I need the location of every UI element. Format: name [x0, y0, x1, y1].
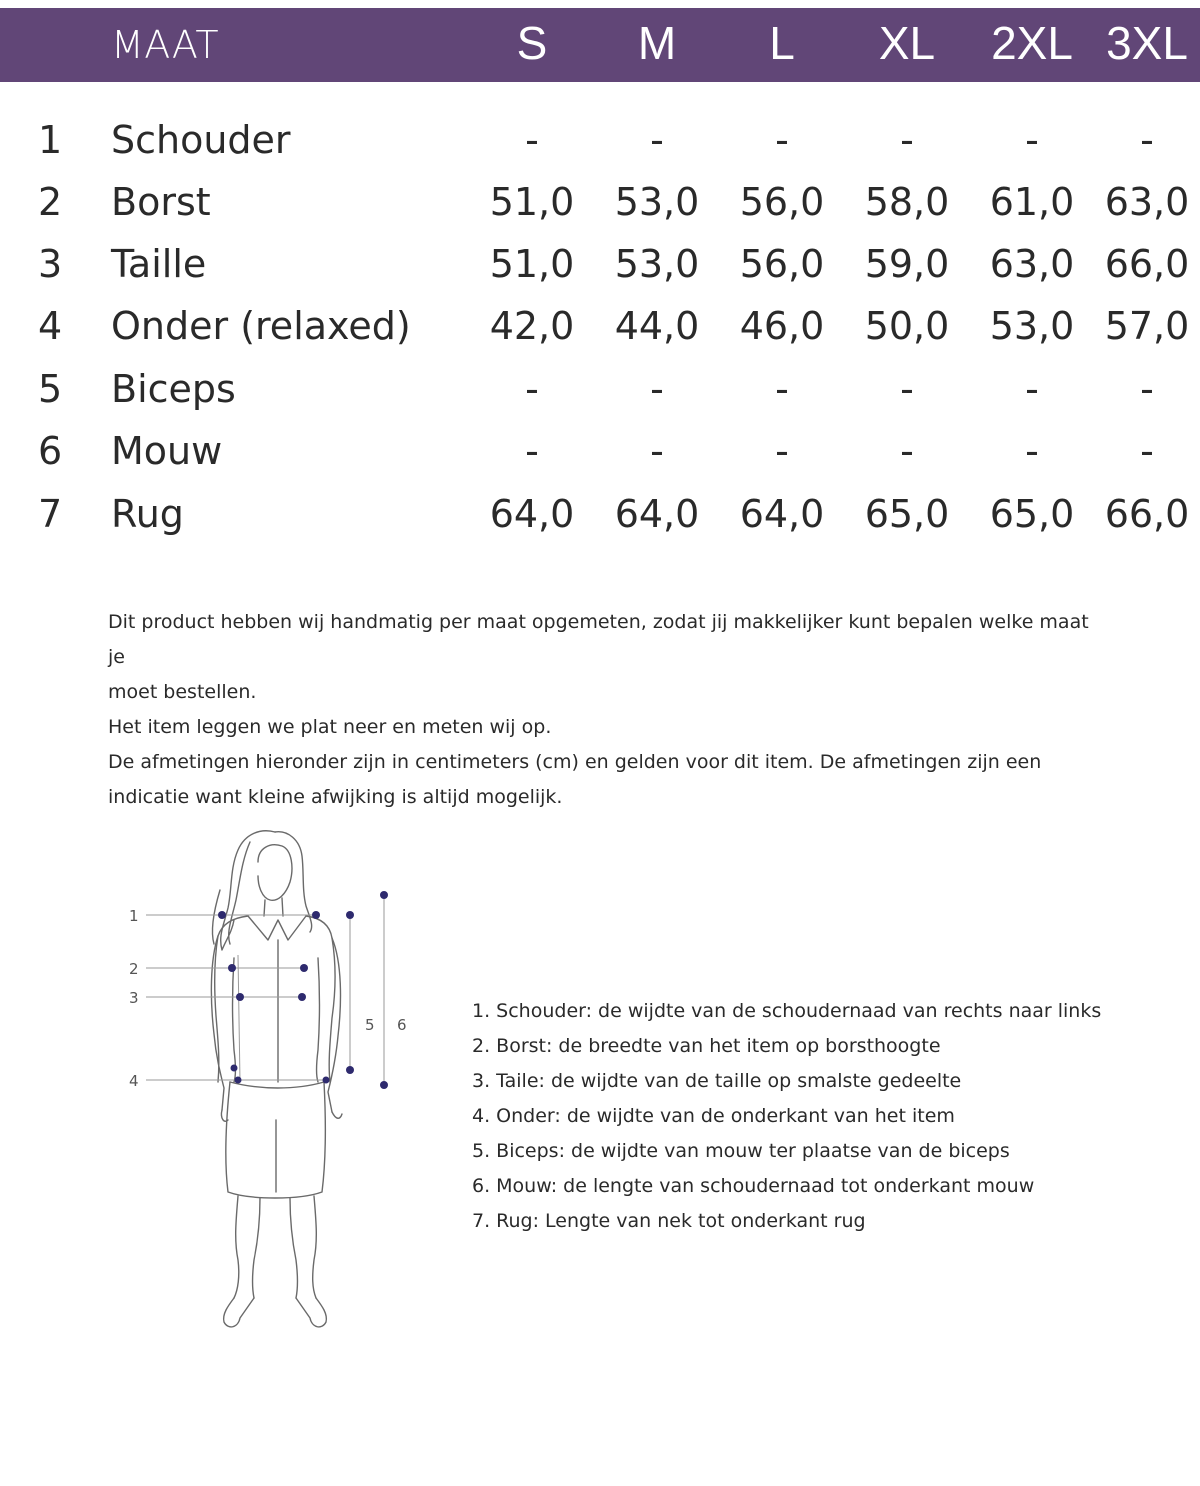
cell-3xl: - [1140, 429, 1154, 473]
cell-xl: 65,0 [864, 492, 950, 536]
table-row-onder [0, 296, 1200, 356]
cell-3xl: 57,0 [1104, 304, 1190, 348]
cell-xl: - [900, 429, 914, 473]
cell-2xl: - [1025, 429, 1039, 473]
legend-item-rug: 7. Rug: Lengte van nek tot onderkant rug [472, 1210, 866, 1232]
cell-m: - [650, 367, 664, 411]
table-row-schouder [0, 110, 1200, 170]
size-header-bar [0, 8, 1200, 82]
cell-s: - [525, 367, 539, 411]
cell-2xl: 61,0 [989, 180, 1075, 224]
cell-l: 56,0 [739, 242, 825, 286]
cell-m: 64,0 [614, 492, 700, 536]
row-label: Mouw [111, 429, 223, 473]
size-head-s: S [516, 17, 548, 69]
row-number: 6 [38, 429, 63, 473]
table-row-rug [0, 484, 1200, 544]
cell-m: 53,0 [614, 180, 700, 224]
cell-2xl: 63,0 [989, 242, 1075, 286]
cell-m: 44,0 [614, 304, 700, 348]
legend-item-taille: 3. Taile: de wijdte van de taille op smalste gedeelte [472, 1070, 962, 1092]
table-row-mouw [0, 421, 1200, 481]
marker-2: 2 [129, 960, 139, 978]
row-label: Taille [111, 242, 207, 286]
cell-m: - [650, 118, 664, 162]
figure-sketch-illustration [110, 820, 430, 1340]
cell-2xl: - [1025, 367, 1039, 411]
cell-l: - [775, 367, 789, 411]
legend-item-mouw: 6. Mouw: de lengte van schoudernaad tot onderkant mouw [472, 1175, 1035, 1197]
row-number: 7 [38, 492, 63, 536]
marker-3: 3 [129, 989, 139, 1007]
intro-line: Het item leggen we plat neer en meten wij op. [108, 716, 552, 738]
table-row-biceps [0, 359, 1200, 419]
marker-5: 5 [365, 1016, 375, 1034]
row-label: Onder (relaxed) [111, 304, 411, 348]
row-label: Schouder [111, 118, 291, 162]
cell-2xl: 53,0 [989, 304, 1075, 348]
cell-l: 46,0 [739, 304, 825, 348]
size-head-3xl: 3XL [1106, 17, 1188, 69]
cell-s: - [525, 118, 539, 162]
cell-3xl: 66,0 [1104, 242, 1190, 286]
cell-s: 64,0 [489, 492, 575, 536]
cell-3xl: - [1140, 367, 1154, 411]
cell-xl: 50,0 [864, 304, 950, 348]
cell-3xl: 63,0 [1104, 180, 1190, 224]
cell-3xl: - [1140, 118, 1154, 162]
cell-s: - [525, 429, 539, 473]
legend-item-biceps: 5. Biceps: de wijdte van mouw ter plaatse van de biceps [472, 1140, 1010, 1162]
cell-s: 42,0 [489, 304, 575, 348]
row-number: 1 [38, 118, 63, 162]
measurement-figure [110, 820, 430, 1340]
cell-l: 64,0 [739, 492, 825, 536]
measurement-legend [472, 994, 1172, 1239]
table-row-taille [0, 234, 1200, 294]
row-label: Borst [111, 180, 211, 224]
row-number: 2 [38, 180, 63, 224]
intro-line: De afmetingen hieronder zijn in centimeters (cm) en gelden voor dit item. De afmetingen zijn een [108, 751, 1042, 773]
size-header-label: MAAT [111, 23, 220, 67]
intro-line: Dit product hebben wij handmatig per maat opgemeten, zodat jij makkelijker kunt bepalen welke maat je [108, 611, 1089, 668]
cell-l: - [775, 118, 789, 162]
legend-item-borst: 2. Borst: de breedte van het item op borsthoogte [472, 1035, 941, 1057]
cell-l: 56,0 [739, 180, 825, 224]
intro-line: moet bestellen. [108, 681, 257, 703]
cell-xl: - [900, 118, 914, 162]
marker-1: 1 [129, 907, 139, 925]
cell-l: - [775, 429, 789, 473]
marker-6: 6 [397, 1016, 407, 1034]
size-head-2xl: 2XL [991, 17, 1073, 69]
cell-m: - [650, 429, 664, 473]
cell-xl: 58,0 [864, 180, 950, 224]
cell-2xl: - [1025, 118, 1039, 162]
table-row-borst [0, 172, 1200, 232]
measurement-intro [108, 605, 1108, 815]
row-label: Rug [111, 492, 184, 536]
size-head-m: M [637, 17, 677, 69]
row-number: 3 [38, 242, 63, 286]
legend-item-onder: 4. Onder: de wijdte van de onderkant van het item [472, 1105, 955, 1127]
cell-2xl: 65,0 [989, 492, 1075, 536]
cell-s: 51,0 [489, 242, 575, 286]
row-label: Biceps [111, 367, 236, 411]
cell-s: 51,0 [489, 180, 575, 224]
legend-item-schouder: 1. Schouder: de wijdte van de schoudernaad van rechts naar links [472, 1000, 1102, 1022]
marker-4: 4 [129, 1072, 139, 1090]
row-number: 5 [38, 367, 63, 411]
size-head-xl: XL [878, 17, 936, 69]
cell-xl: - [900, 367, 914, 411]
cell-xl: 59,0 [864, 242, 950, 286]
row-number: 4 [38, 304, 63, 348]
cell-m: 53,0 [614, 242, 700, 286]
intro-line: indicatie want kleine afwijking is altijd mogelijk. [108, 786, 563, 808]
cell-3xl: 66,0 [1104, 492, 1190, 536]
size-head-l: L [769, 17, 795, 69]
